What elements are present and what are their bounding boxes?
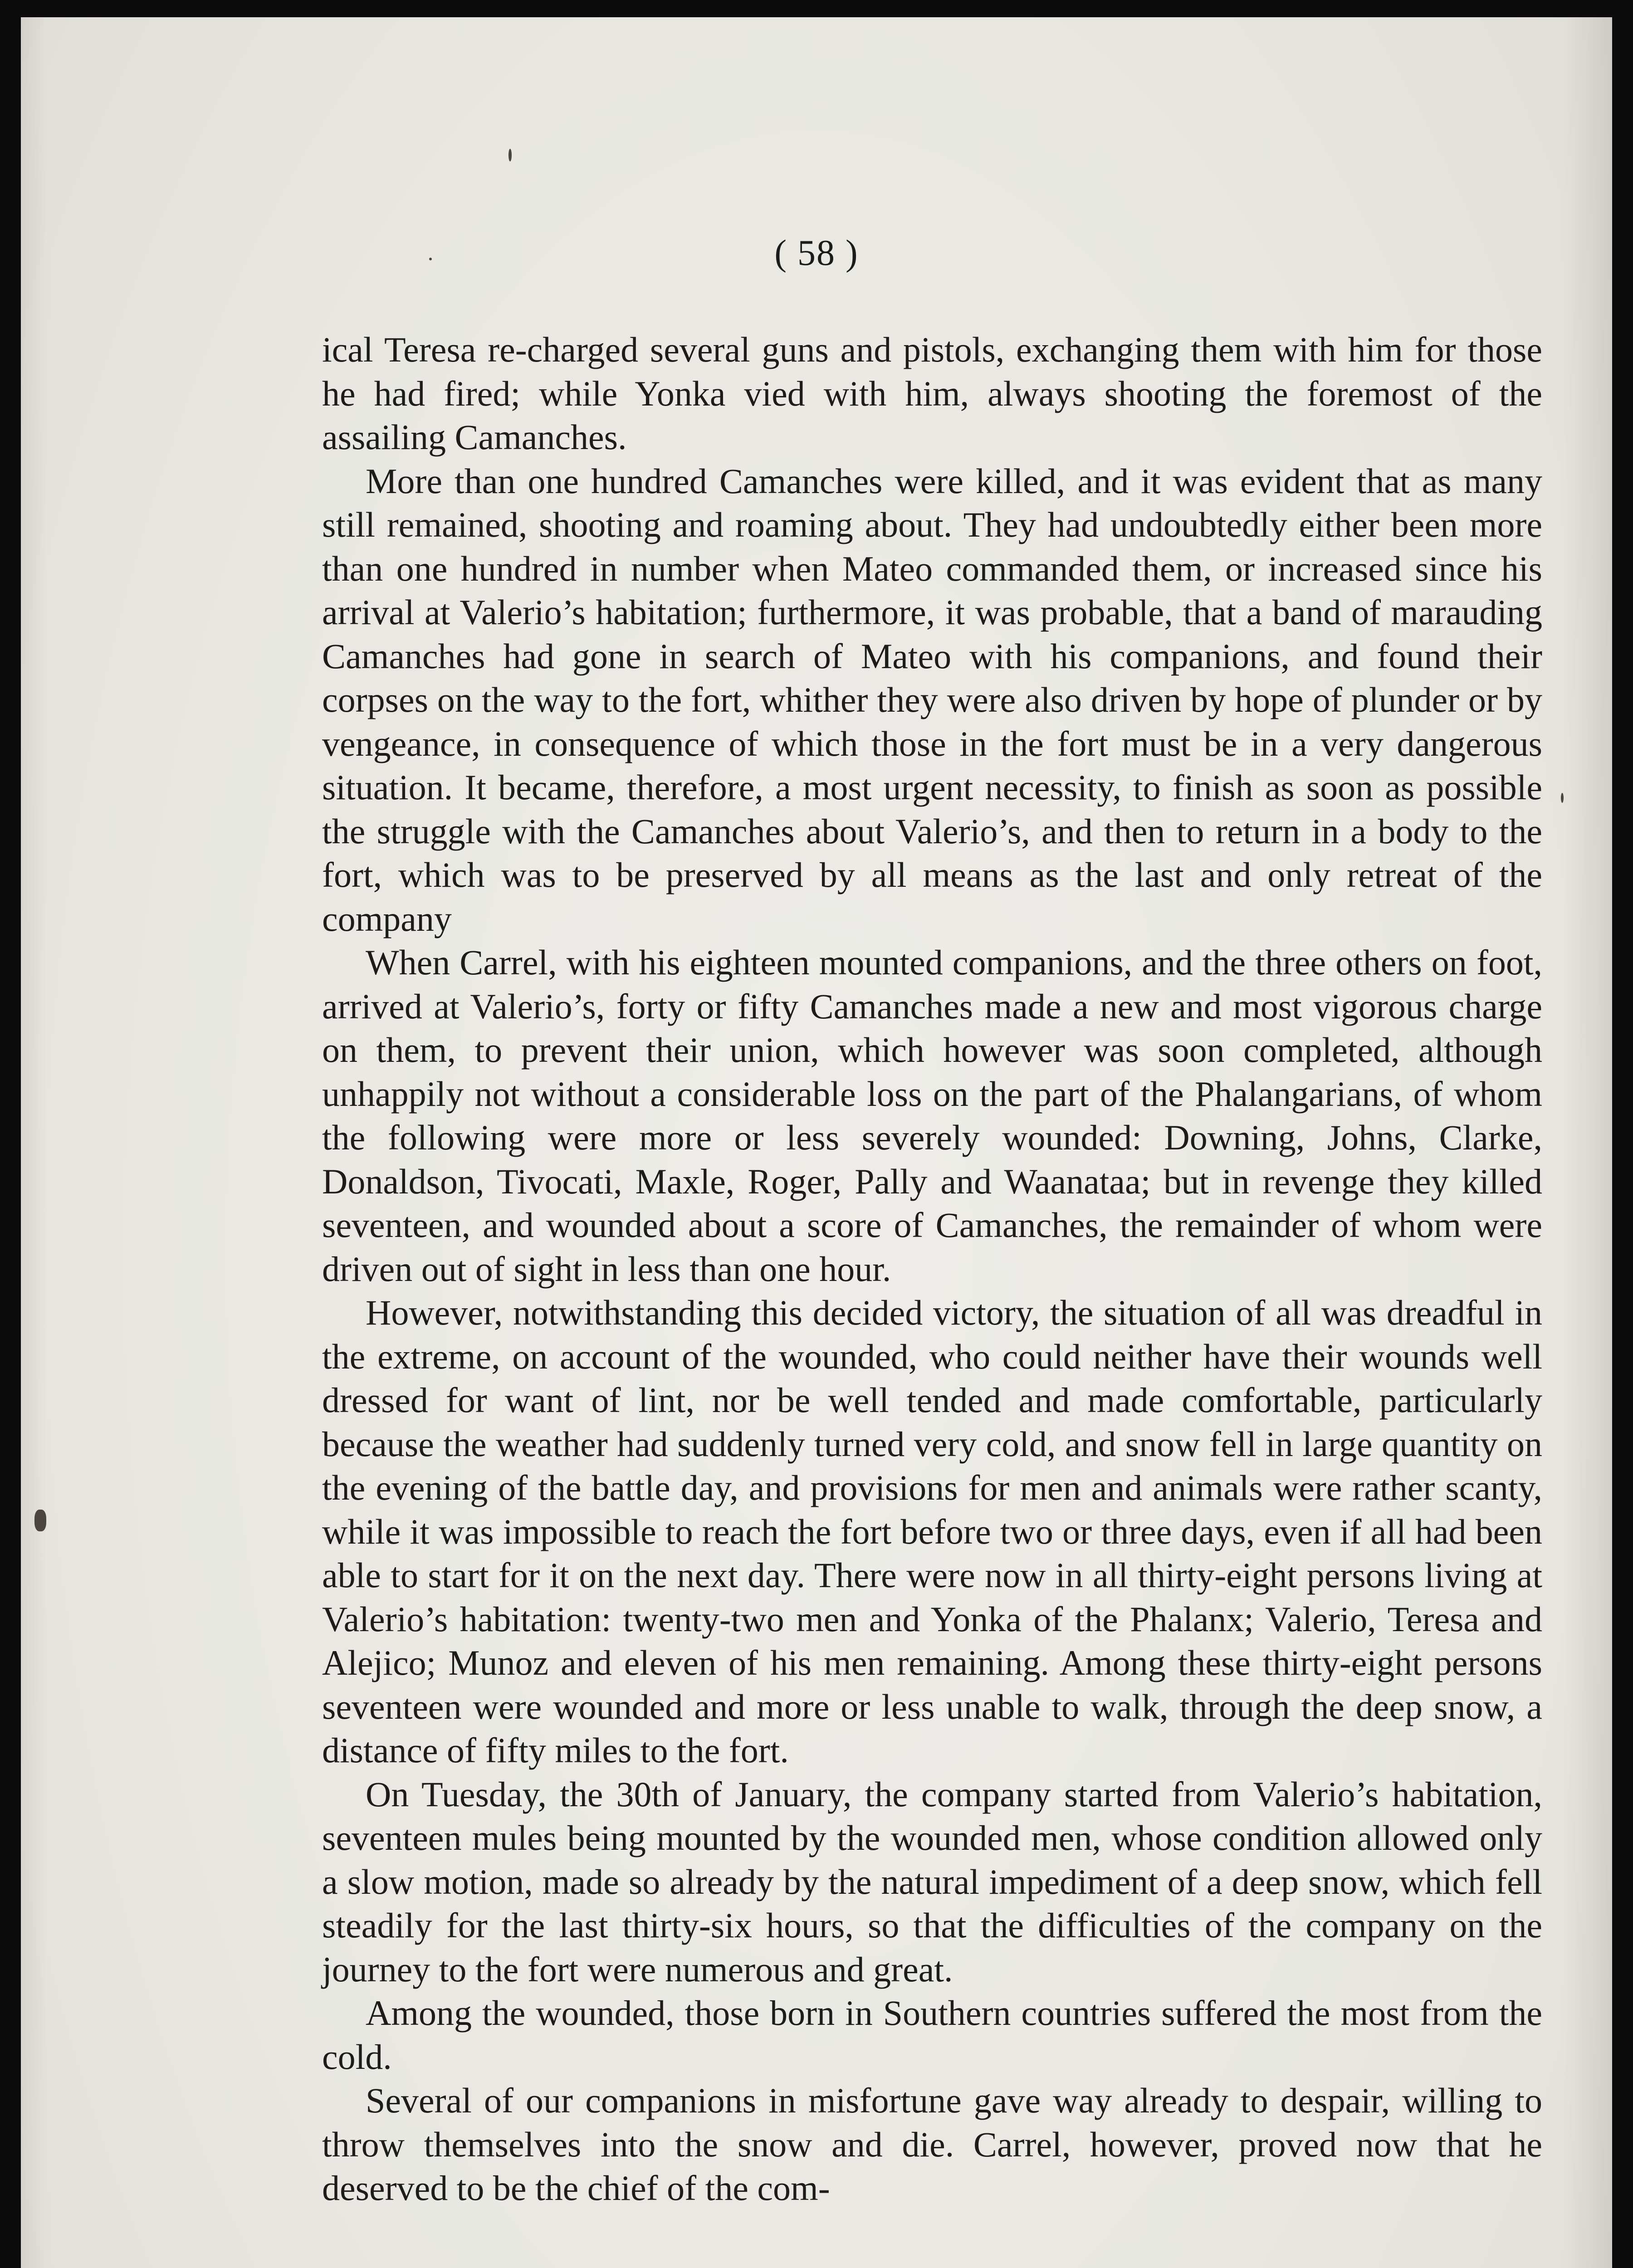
page-number: ( 58 ) <box>774 233 859 273</box>
paragraph: On Tuesday, the 30th of January, the company started from Valerio’s habitation, seventeen mules being mounted by the wounded men, whose condition allowed only a slow motion, made so already by the natural impediment of a deep snow, which fell steadily for the last thirty-six hours, so that the difficulties of the company on the journey to the fort were numerous and great. <box>322 1774 1542 1989</box>
paper-speck <box>34 1510 46 1531</box>
paragraph: However, notwithstanding this decided victory, the situation of all was dreadful in the extreme, on account of the wounded, who could neither have their wounds well dressed for want of lint, nor be well tended and made comfortable, particularly because the weather had suddenly turned very cold, and snow fell in large quantity on the evening of the battle day, and provisions for men and animals were rather scanty, while it was impossible to reach the fort before two or three days, even if all had been able to start for it on the next day. There were now in all thirty-eight persons living at Valerio’s habitation: twenty-two men and Yonka of the Phalanx; Valerio, Teresa and Alejico; Munoz and eleven of his men remaining. Among these thirty-eight persons seventeen were wounded and more or less unable to walk, through the deep snow, a distance of fifty miles to the fort. <box>322 1293 1542 1770</box>
paragraph: ical Teresa re-charged several guns and pistols, exchanging them with him for those he had fired; while Yonka vied with him, always shooting the foremost of the assailing Camanches. <box>322 330 1542 457</box>
document-page <box>21 17 1612 2268</box>
paragraph: Among the wounded, those born in Southern countries suffered the most from the cold. <box>322 1993 1542 2077</box>
paragraph: When Carrel, with his eighteen mounted companions, and the three others on foot, arrived at Valerio’s, forty or fifty Camanches made a new and most vigorous charge on them, to prevent their union, which however was soon completed, although unhappily not without a considerable loss on the part of the Phalangarians, of whom the following were more or less severely wounded: Downing, Johns, Clarke, Donaldson, Tivocati, Maxle, Roger, Pally and Waanataa; but in revenge they killed seventeen, and wounded about a score of Camanches, the remainder of whom were driven out of sight in less than one hour. <box>322 943 1542 1289</box>
paper-speck <box>508 149 512 161</box>
paragraph: Several of our companions in misfortune gave way already to despair, willing to throw themselves into the snow and die. Carrel, however, proved now that he deserved to be the chief of the com- <box>322 2081 1542 2208</box>
paragraph: More than one hundred Camanches were killed, and it was evident that as many still remained, shooting and roaming about. They had undoubtedly either been more than one hundred in number when Mateo commanded them, or increased since his arrival at Valerio’s habitation; furthermore, it was probable, that a band of marauding Camanches had gone in search of Mateo with his companions, and found their corpses on the way to the fort, whither they were also driven by hope of plunder or by vengeance, in consequence of which those in the fort must be in a very dangerous situation. It became, therefore, a most urgent necessity, to finish as soon as possible the struggle with the Camanches about Valerio’s, and then to return in a body to the fort, which was to be preserved by all means as the last and only retreat of the company <box>322 461 1542 938</box>
paper-speck <box>1561 793 1564 803</box>
body-text <box>322 328 1542 2210</box>
